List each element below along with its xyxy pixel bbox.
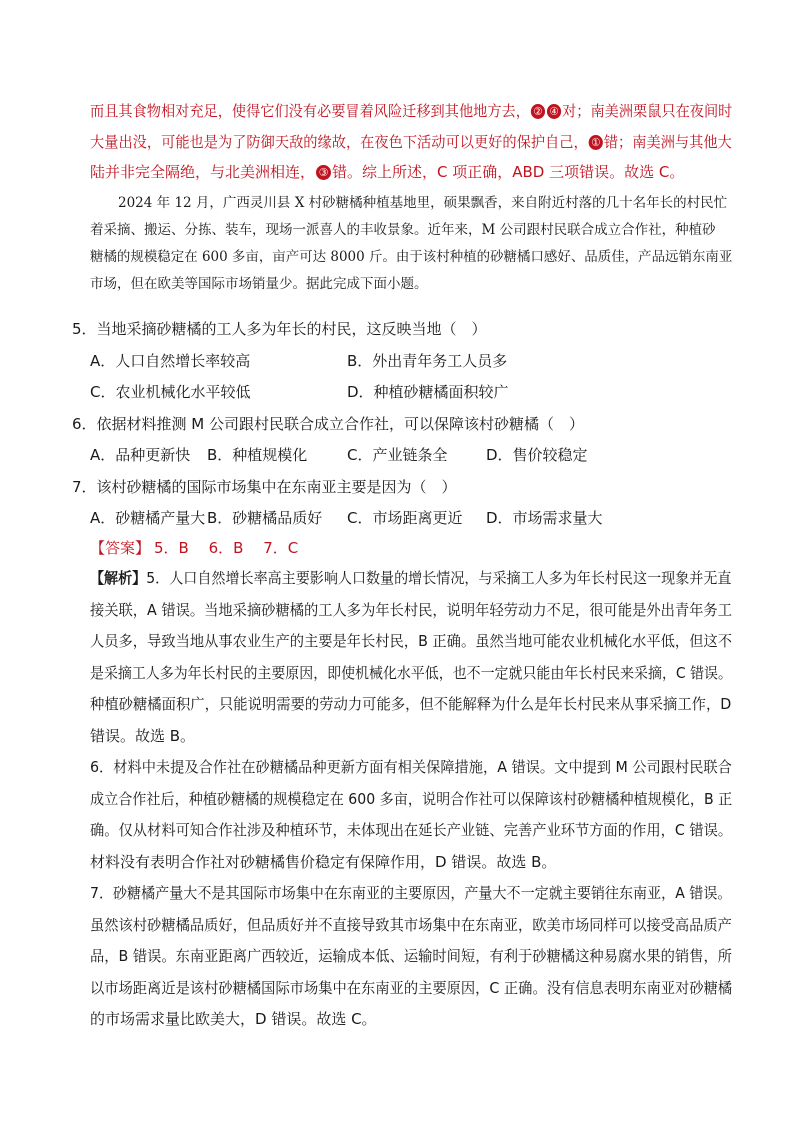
- question-7-option-c: C．市场距离更近: [347, 509, 463, 527]
- intro-text: 对；南美洲栗鼠只在夜间时: [562, 102, 733, 120]
- analysis-line: 是采摘工人多为年长村民的主要原因，即使机械化水平低，也不一定就只能由年长村民来采摘，C 错误。: [90, 663, 732, 682]
- answer-label: 【答案】: [90, 539, 151, 557]
- analysis-label: 【解析】: [90, 569, 147, 587]
- analysis-q7: [90, 878, 733, 1036]
- intro-text: 错；南美洲与其他大: [603, 132, 732, 151]
- question-6-option-d: D．售价较稳定: [486, 446, 588, 464]
- question-6-option-a: A．品种更新快: [90, 446, 191, 464]
- question-5-option-a: A．人口自然增长率较高: [90, 352, 251, 370]
- intro-text: 陆并非完全隔绝，与北美洲相连，: [90, 163, 316, 181]
- analysis-line: 错误。故选 B。: [90, 726, 196, 745]
- material-line-2: 着采摘、搬运、分拣、装车，现场一派喜人的丰收景象。近年来，M 公司跟村民联合成立合作社，种植砂: [90, 222, 716, 238]
- question-6-stem: 6．依据材料推测 M 公司跟村民联合成立合作社，可以保障该村砂糖橘（ ）: [72, 415, 585, 433]
- circled-4-marker: ④: [547, 104, 561, 119]
- analysis-line: 材料没有表明合作社对砂糖橘售价稳定有保障作用，D 错误。故选 B。: [90, 852, 557, 871]
- analysis-line: 的市场需求量比欧美大，D 错误。故选 C。: [90, 1010, 377, 1028]
- question-7-option-b: B．砂糖橘品质好: [207, 509, 323, 527]
- intro-text: 而且其食物相对充足，使得它们没有必要冒着风险迁移到其他地方去，: [90, 102, 530, 120]
- answer-line: [90, 537, 298, 558]
- material-passage: [90, 190, 733, 298]
- question-5-option-c: C．农业机械化水平较低: [90, 383, 251, 401]
- question-6-option-b: B．种植规模化: [207, 446, 308, 464]
- analysis-line: 确。仅从材料可知合作社涉及种植环节，未体现出在延长产业链、完善产业环节方面的作用，C 错误。: [90, 821, 733, 839]
- analysis-line: 接关联，A 错误。当地采摘砂糖橘的工人多为年长村民，说明年轻劳动力不足，很可能是外出青年务工: [90, 600, 732, 619]
- analysis-line: 以市场距离近是该村砂糖橘国际市场集中在东南亚的主要原因，C 正确。没有信息表明东南亚对砂糖橘: [90, 978, 733, 997]
- analysis-line: 7．砂糖橘产量大不是其国际市场集中在东南亚的主要原因，产量大不一定就主要销往东南亚，A 错误。: [90, 884, 732, 902]
- intro-line-3: [90, 157, 730, 188]
- circled-3-marker: ③: [316, 165, 331, 180]
- analysis-q5: [90, 563, 730, 752]
- material-line-1: 2024 年 12 月，广西灵川县 X 村砂糖橘种植基地里，硕果飘香，来自附近村落的几十名年长的村民忙: [118, 195, 728, 211]
- question-6-option-c: C．产业链条全: [347, 446, 448, 464]
- material-line-4: 市场，但在欧美等国际市场销量少。据此完成下面小题。: [90, 276, 428, 292]
- question-7-option-a: A．砂糖橘产量大: [90, 509, 206, 527]
- intro-text: 错。综上所述，C 项正确，ABD 三项错误。故选 C。: [332, 163, 685, 181]
- analysis-line: 成立合作社后，种植砂糖橘的规模稳定在 600 多亩，说明合作社可以保障该村砂糖橘种植规模化，B 正: [90, 789, 733, 808]
- analysis-line: 品，B 错误。东南亚距离广西较近，运输成本低、运输时间短，有利于砂糖橘这种易腐水果的销售，所: [90, 947, 732, 965]
- material-line-3: 糖橘的规模稳定在 600 多亩，亩产可达 8000 斤。由于该村种植的砂糖橘口感好、品质佳，产品远销东南亚: [90, 249, 733, 265]
- analysis-text: 5．人口自然增长率高主要影响人口数量的增长情况，与采摘工人多为年长村民这一现象并无直: [146, 569, 732, 587]
- answer-values: 5．B 6．B 7．C: [154, 539, 299, 557]
- analysis-q6: [90, 752, 733, 878]
- question-5-option-d: D．种植砂糖橘面积较广: [347, 383, 509, 401]
- question-7-option-d: D．市场需求量大: [486, 509, 603, 527]
- circled-2-marker: ②: [531, 104, 545, 119]
- analysis-line: [90, 563, 732, 595]
- analysis-line: 虽然该村砂糖橘品质好，但品质好并不直接导致其市场集中在东南亚，欧美市场同样可以接受高品质产: [90, 915, 732, 934]
- question-5-stem: 5．当地采摘砂糖橘的工人多为年长的村民，这反映当地（ ）: [72, 320, 487, 338]
- analysis-line: 种植砂糖橘面积广，只能说明需要的劳动力可能多，但不能解释为什么是年长村民来从事采摘工作，D: [90, 695, 732, 713]
- circled-1-marker: ①: [589, 135, 603, 150]
- question-7-stem: 7．该村砂糖橘的国际市场集中在东南亚主要是因为（ ）: [72, 478, 457, 496]
- intro-line-1: [90, 96, 733, 127]
- intro-line-2: [90, 127, 732, 158]
- previous-explanation: [90, 96, 733, 188]
- intro-text: 大量出没，可能也是为了防御天敌的缘故，在夜色下活动可以更好的保护自己，: [90, 132, 588, 151]
- question-5-option-b: B．外出青年务工人员多: [347, 352, 508, 370]
- analysis-line: 6．材料中未提及合作社在砂糖橘品种更新方面有相关保障措施，A 错误。文中提到 M 公司跟村民联合: [90, 758, 732, 776]
- analysis-line: 人员多，导致当地从事农业生产的主要是年长村民，B 正确。虽然当地可能农业机械化水平低，但这不: [90, 632, 732, 650]
